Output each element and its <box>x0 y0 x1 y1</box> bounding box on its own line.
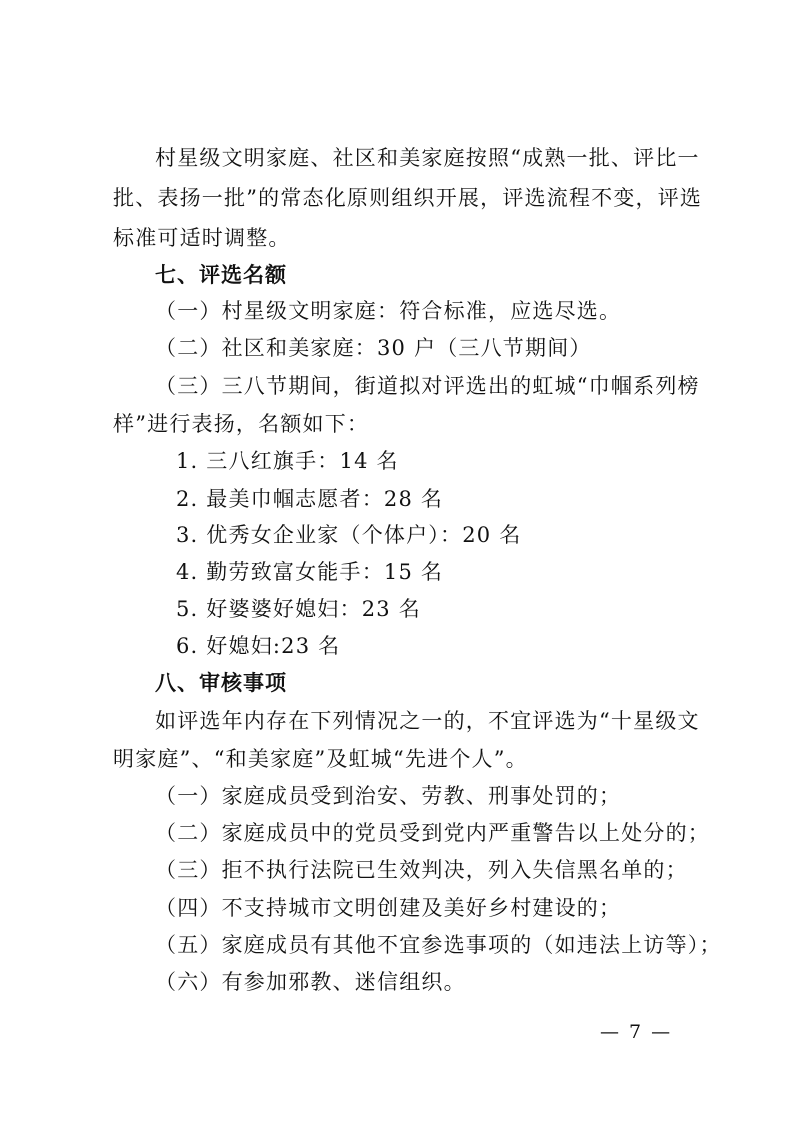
intro-line-1: 村星级文明家庭、社区和美家庭按照“成熟一批、评比一 <box>155 146 700 170</box>
intro-line-3: 标准可适时调整。 <box>113 226 291 250</box>
quota-item-4: 4. 勤劳致富女能手：15 名 <box>176 560 444 584</box>
section-8-intro-line-2: 明家庭”、“和美家庭”及虹城“先进个人”。 <box>113 747 528 771</box>
section-7-item-3-line-1: （三）三八节期间，街道拟对评选出的虹城“巾帼系列榜 <box>155 374 700 398</box>
quota-item-2: 2. 最美巾帼志愿者：28 名 <box>176 487 444 511</box>
review-item-2: （二）家庭成员中的党员受到党内严重警告以上处分的； <box>155 821 710 845</box>
review-item-6: （六）有参加邪教、迷信组织。 <box>155 970 466 994</box>
review-item-4: （四）不支持城市文明创建及美好乡村建设的； <box>155 896 622 920</box>
review-item-1: （一）家庭成员受到治安、劳教、刑事处罚的； <box>155 784 622 808</box>
quota-item-6: 6. 好媳妇:23 名 <box>176 634 341 658</box>
page-number: — 7 — <box>600 1021 673 1043</box>
intro-line-2: 批、表扬一批”的常态化原则组织开展，评选流程不变，评选 <box>113 186 703 210</box>
review-item-5: （五）家庭成员有其他不宜参选事项的（如违法上访等）； <box>155 933 722 957</box>
quota-item-1: 1. 三八红旗手：14 名 <box>176 449 399 473</box>
quota-item-3: 3. 优秀女企业家（个体户）：20 名 <box>176 523 522 547</box>
review-item-3: （三）拒不执行法院已生效判决，列入失信黑名单的； <box>155 858 688 882</box>
section-7-item-3-line-2: 样”进行表扬，名额如下： <box>113 412 370 436</box>
section-7-heading: 七、评选名额 <box>155 263 287 287</box>
quota-item-5: 5. 好婆婆好媳妇：23 名 <box>176 597 421 621</box>
section-7-item-2: （二）社区和美家庭：30 户（三八节期间） <box>155 336 592 360</box>
section-7-item-1: （一）村星级文明家庭：符合标准，应选尽选。 <box>155 299 622 323</box>
section-8-heading: 八、审核事项 <box>155 671 287 695</box>
section-8-intro-line-1: 如评选年内存在下列情况之一的，不宜评选为“十星级文 <box>155 709 700 733</box>
